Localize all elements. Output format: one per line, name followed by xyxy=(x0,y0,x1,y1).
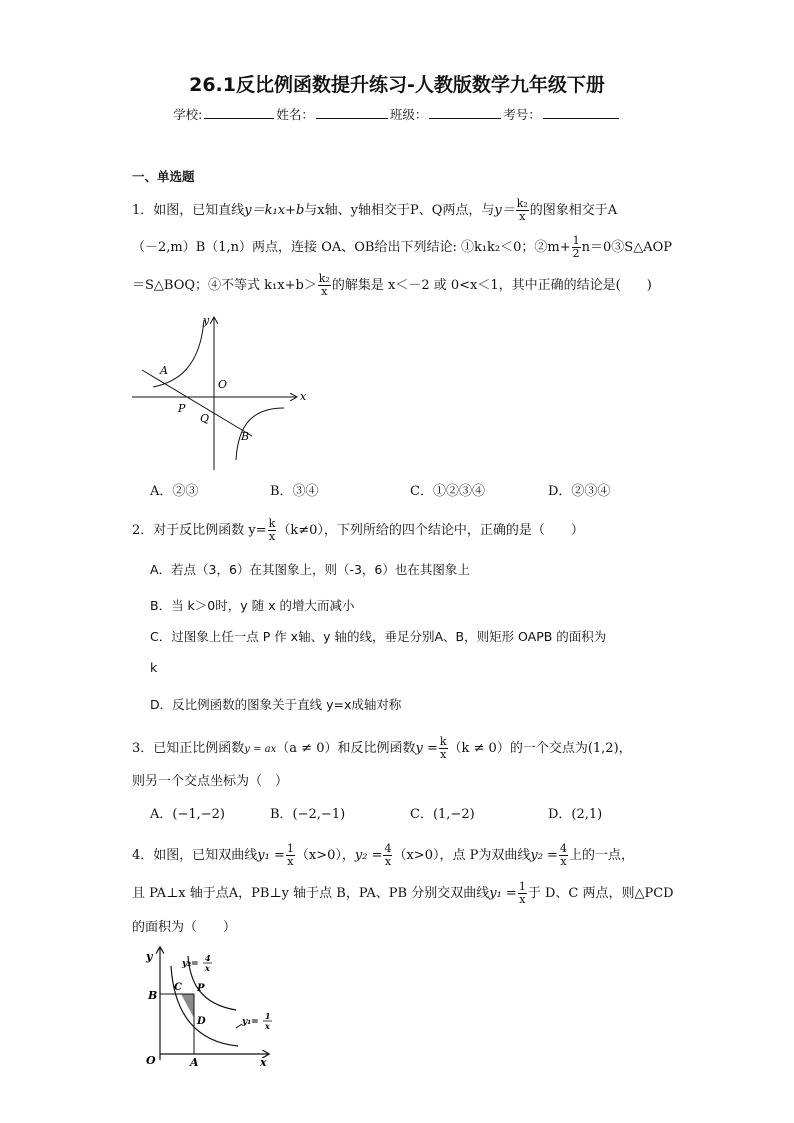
q1-label-P: P xyxy=(178,402,186,415)
q3-text: 3．已知正比例函数 xyxy=(132,741,245,756)
name-label: 姓名： xyxy=(276,107,314,122)
class-blank[interactable] xyxy=(429,106,501,119)
q3-text-3: （k ≠ 0）的一个交点为 xyxy=(448,741,588,756)
q1-text: 1．如图，已知直线 xyxy=(132,203,245,218)
q1-label-B: B xyxy=(241,430,250,443)
q4-text-2: （x>0）， xyxy=(295,848,355,863)
q3-option-b[interactable]: B．(−2,−1) xyxy=(270,807,346,822)
q4-label-y2-num: 4 xyxy=(205,953,211,963)
q4-fraction-2: $\frac{4}{x}$ xyxy=(384,842,392,868)
student-info-row xyxy=(0,105,794,123)
q1-figure xyxy=(128,312,313,474)
q4-line-1 xyxy=(132,843,634,868)
q1-label-x: x xyxy=(300,390,307,403)
q1-option-a[interactable]: A．②③ xyxy=(150,484,199,499)
q3-option-c[interactable]: C．(1,−2) xyxy=(410,807,475,822)
q1-text-3: 的图象相交于A xyxy=(529,203,618,218)
q4-figure xyxy=(138,942,286,1069)
q2-text: 2．对于反比例函数 y= xyxy=(132,523,267,538)
q2-stem xyxy=(132,518,584,543)
q1-hyperbola-eq: y＝ xyxy=(494,203,515,218)
q2-option-c[interactable]: C．过图象上任一点 P 作 x轴、y 轴的线，垂足分别A、B，则矩形 OAPB 的面积为 xyxy=(150,629,607,644)
q4-text-5: 且 PA⊥x 轴于点A，PB⊥y 轴于点 B，PA、PB 分别交双曲线 xyxy=(132,886,490,901)
exam-no-blank[interactable] xyxy=(543,106,619,119)
q1-line xyxy=(142,370,252,436)
q1-text-5: n＝0③S△AOP xyxy=(581,240,672,255)
q4-label-O: O xyxy=(146,1054,156,1067)
q1-label-A: A xyxy=(160,364,168,377)
q1-label-y: y xyxy=(203,314,210,327)
q1-line-3 xyxy=(132,273,652,298)
section-heading: 一、单选题 xyxy=(132,169,195,184)
q2-text-2: （k≠0），下列所给的四个结论中，正确的是（ ） xyxy=(277,523,584,538)
q4-y1: y₁ = xyxy=(257,848,285,863)
q4-line-2 xyxy=(132,881,674,906)
q2-option-a[interactable]: A．若点（3，6）在其图象上，则（-3，6）也在其图象上 xyxy=(150,562,470,577)
q1-text-4: （－2,m）B（1,n）两点，连接 OA、OB给出下列结论: ①k₁k₂＜0；②m+ xyxy=(132,240,571,255)
q1-text-7: 的解集是 x＜－2 或 0<x＜1，其中正确的结论是( ) xyxy=(331,278,652,293)
q1-line-1 xyxy=(132,198,617,223)
q4-text-4: 上的一点， xyxy=(568,848,634,863)
q4-text-6: 于 D、C 两点，则△PCD xyxy=(527,886,674,901)
q4-label-y2: y₂= xyxy=(182,959,199,969)
q4-fraction-3: $\frac{4}{x}$ xyxy=(559,842,567,868)
q3-inverse-eq: y = xyxy=(415,741,438,756)
q2-option-d[interactable]: D．反比例函数的图象关于直线 y=x成轴对称 xyxy=(150,697,402,712)
q4-text-3: （x>0），点 P为双曲线 xyxy=(393,848,531,863)
q4-label-C: C xyxy=(174,982,182,993)
q4-label-y1-den: x xyxy=(265,1021,270,1031)
q1-fraction: $\frac{\text{k₂}}{x}$ xyxy=(516,197,528,223)
q4-label-y: y xyxy=(146,950,153,963)
q2-option-c-cont: k xyxy=(150,660,158,675)
q3-fraction: $\frac{k}{x}$ xyxy=(439,735,447,761)
q2-option-b[interactable]: B．当 k＞0时，y 随 x 的增大而减小 xyxy=(150,598,355,613)
exam-no-label: 考号： xyxy=(503,107,541,122)
q1-label-Q: Q xyxy=(200,412,210,425)
q3-linear-eq: y = ax xyxy=(244,744,277,755)
q1-label-O: O xyxy=(218,378,228,391)
school-blank[interactable] xyxy=(204,106,274,119)
q4-fraction-1: $\frac{1}{x}$ xyxy=(286,842,294,868)
class-label: 班级： xyxy=(389,107,428,122)
q4-label-y1: y₁= xyxy=(242,1017,259,1027)
q4-y1-again: y₁ = xyxy=(489,886,517,901)
q1-text-2: 与x轴、y轴相交于P、Q两点，与 xyxy=(304,203,495,218)
q4-text: 4．如图，已知双曲线 xyxy=(132,848,258,863)
q3-stem xyxy=(132,736,632,761)
q1-option-b[interactable]: B．③④ xyxy=(270,484,319,499)
q1-line-eq: y＝k₁x+b xyxy=(244,203,305,218)
q4-label-B: B xyxy=(148,989,158,1002)
q4-line-3: 的面积为（ ） xyxy=(132,920,237,935)
q4-label-x: x xyxy=(260,1056,267,1069)
school-label: 学校: xyxy=(173,107,203,122)
q1-fraction-3: $\frac{\text{k₂}}{x}$ xyxy=(318,272,330,298)
q4-shaded-triangle xyxy=(181,994,194,1018)
q1-fraction-2: $\frac{1}{2}$ xyxy=(572,234,580,260)
q1-text-6: ＝S△BOQ；④不等式 k₁x+b＞ xyxy=(132,278,317,293)
page-title: 26.1反比例函数提升练习-人教版数学九年级下册 xyxy=(189,74,605,96)
q1-option-d[interactable]: D．②③④ xyxy=(548,484,611,499)
q3-comma: ， xyxy=(618,741,632,756)
q4-label-A: A xyxy=(190,1056,199,1069)
q4-label-P: P xyxy=(197,983,205,994)
q1-line-2 xyxy=(132,235,672,260)
q2-fraction: $\frac{k}{x}$ xyxy=(268,517,276,543)
q4-label-y1-num: 1 xyxy=(265,1011,271,1021)
q3-point: (1,2) xyxy=(587,741,619,756)
q4-label-y2-den: x xyxy=(205,963,210,973)
q4-fraction-4: $\frac{1}{x}$ xyxy=(518,880,526,906)
name-blank[interactable] xyxy=(316,106,388,119)
q3-option-a[interactable]: A．(−1,−2) xyxy=(150,807,225,822)
q4-y2-again: y₂ = xyxy=(530,848,558,863)
q4-curve-y1 xyxy=(171,966,238,1046)
q1-option-c[interactable]: C．①②③④ xyxy=(410,484,485,499)
q4-y2: y₂ = xyxy=(354,848,383,863)
q3-text-2: （a ≠ 0）和反比例函数 xyxy=(276,741,416,756)
q3-option-d[interactable]: D．(2,1) xyxy=(548,807,603,822)
q4-label-D: D xyxy=(197,1016,206,1027)
q3-line-2: 则另一个交点坐标为（ ） xyxy=(132,774,289,789)
